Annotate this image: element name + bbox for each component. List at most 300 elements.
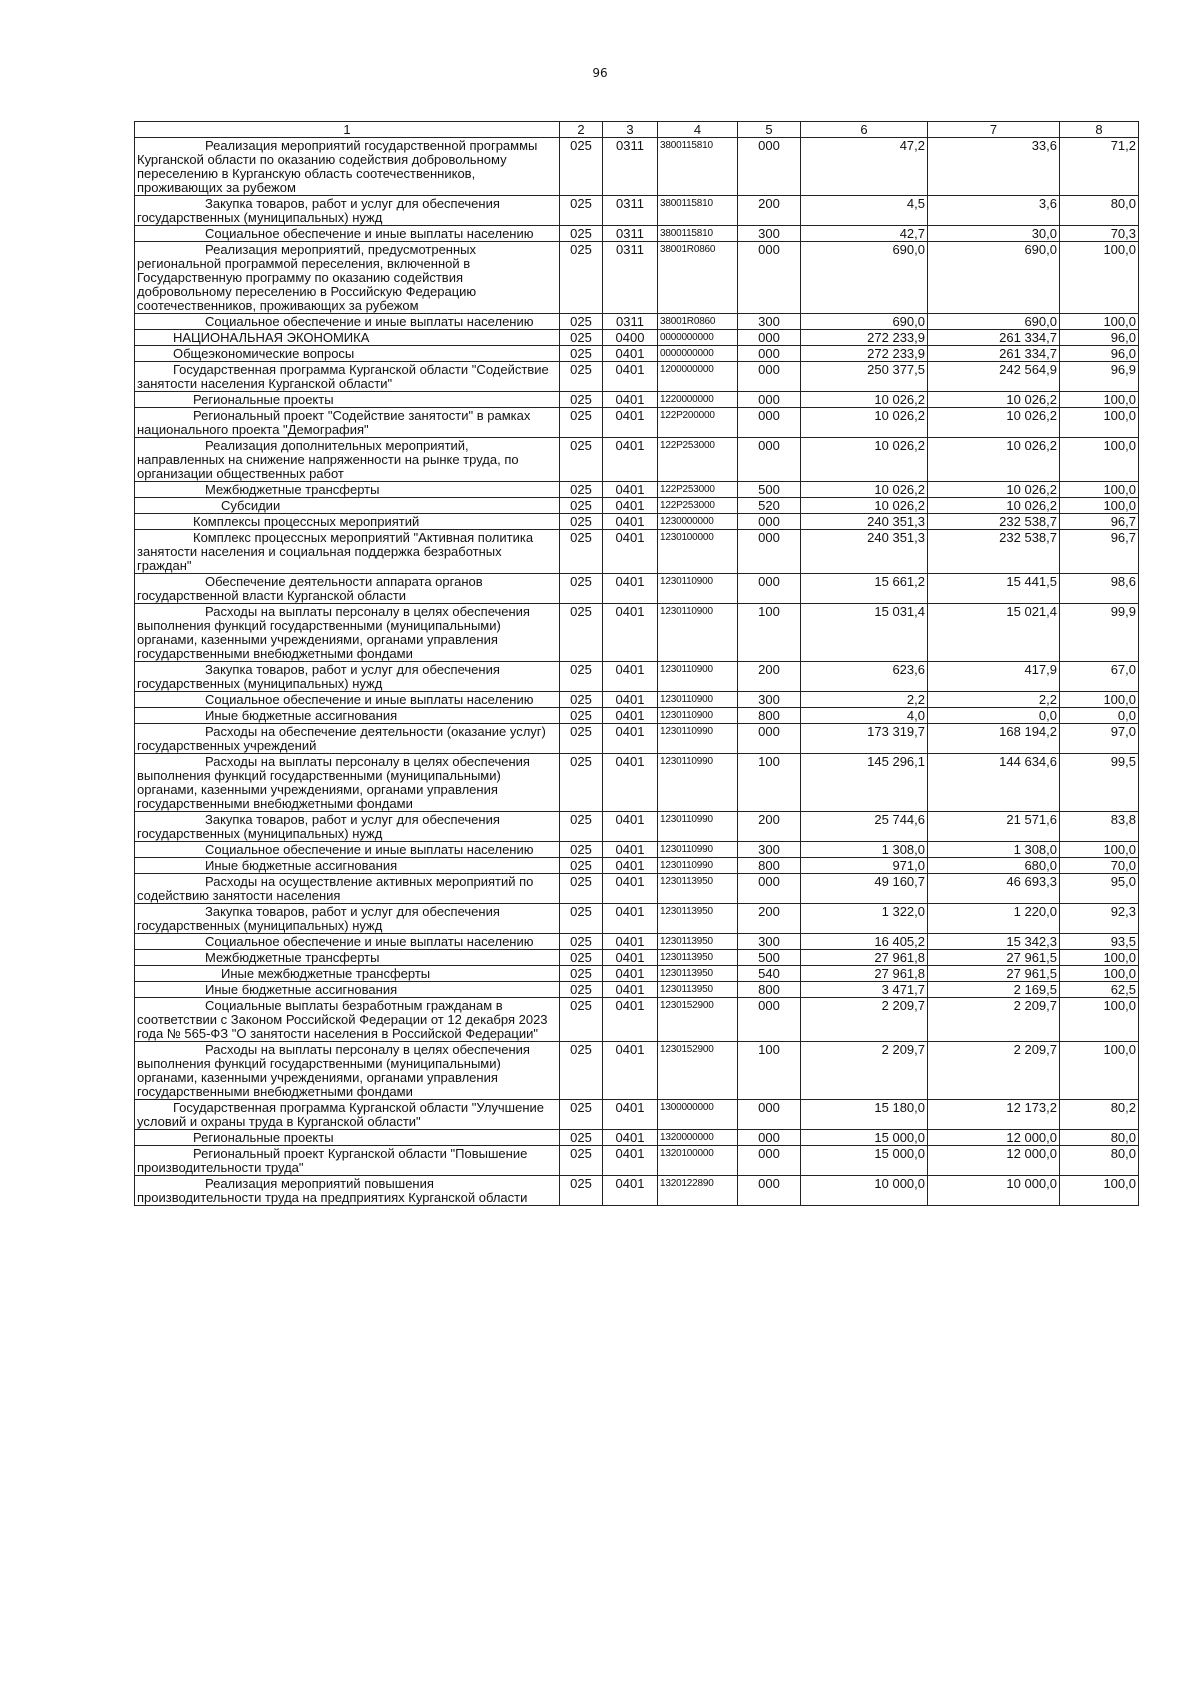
section-code: 0401 xyxy=(603,662,658,692)
expense-name: Социальное обеспечение и иные выплаты населению xyxy=(135,692,560,708)
table-row xyxy=(135,934,1139,950)
admin-code: 025 xyxy=(560,708,603,724)
admin-code: 025 xyxy=(560,874,603,904)
execution-percent: 83,8 xyxy=(1060,812,1139,842)
table-row xyxy=(135,982,1139,998)
actual-amount: 1 308,0 xyxy=(928,842,1060,858)
section-code: 0401 xyxy=(603,1176,658,1206)
plan-amount: 240 351,3 xyxy=(801,514,928,530)
actual-amount: 33,6 xyxy=(928,138,1060,196)
expense-type-code: 300 xyxy=(738,314,801,330)
table-row xyxy=(135,346,1139,362)
expense-name: Социальное обеспечение и иные выплаты населению xyxy=(135,842,560,858)
plan-amount: 15 000,0 xyxy=(801,1130,928,1146)
table-row xyxy=(135,1100,1139,1130)
admin-code: 025 xyxy=(560,1100,603,1130)
table-row xyxy=(135,574,1139,604)
execution-percent: 96,7 xyxy=(1060,514,1139,530)
execution-percent: 70,3 xyxy=(1060,226,1139,242)
actual-amount: 2 209,7 xyxy=(928,998,1060,1042)
table-row xyxy=(135,196,1139,226)
expense-name: Закупка товаров, работ и услуг для обеспечения государственных (муниципальных) нужд xyxy=(135,662,560,692)
expense-type-code: 000 xyxy=(738,530,801,574)
plan-amount: 240 351,3 xyxy=(801,530,928,574)
section-code: 0401 xyxy=(603,934,658,950)
plan-amount: 4,0 xyxy=(801,708,928,724)
section-code: 0401 xyxy=(603,1130,658,1146)
target-article-code: 1230110900 xyxy=(658,574,738,604)
expense-type-code: 300 xyxy=(738,226,801,242)
section-code: 0400 xyxy=(603,330,658,346)
actual-amount: 690,0 xyxy=(928,242,1060,314)
admin-code: 025 xyxy=(560,1042,603,1100)
admin-code: 025 xyxy=(560,1176,603,1206)
table-row xyxy=(135,874,1139,904)
actual-amount: 1 220,0 xyxy=(928,904,1060,934)
table-row xyxy=(135,242,1139,314)
table-row xyxy=(135,314,1139,330)
admin-code: 025 xyxy=(560,346,603,362)
table-row xyxy=(135,498,1139,514)
actual-amount: 3,6 xyxy=(928,196,1060,226)
expense-type-code: 000 xyxy=(738,346,801,362)
admin-code: 025 xyxy=(560,408,603,438)
column-header: 1 xyxy=(135,122,560,138)
admin-code: 025 xyxy=(560,498,603,514)
execution-percent: 80,2 xyxy=(1060,1100,1139,1130)
target-article-code: 3800115810 xyxy=(658,138,738,196)
actual-amount: 242 564,9 xyxy=(928,362,1060,392)
actual-amount: 168 194,2 xyxy=(928,724,1060,754)
actual-amount: 261 334,7 xyxy=(928,330,1060,346)
column-header: 4 xyxy=(658,122,738,138)
plan-amount: 272 233,9 xyxy=(801,330,928,346)
target-article-code: 1230100000 xyxy=(658,530,738,574)
plan-amount: 2,2 xyxy=(801,692,928,708)
execution-percent: 96,9 xyxy=(1060,362,1139,392)
expense-type-code: 300 xyxy=(738,934,801,950)
target-article-code: 1230110990 xyxy=(658,858,738,874)
target-article-code: 1300000000 xyxy=(658,1100,738,1130)
column-header: 3 xyxy=(603,122,658,138)
target-article-code: 3800115810 xyxy=(658,226,738,242)
actual-amount: 417,9 xyxy=(928,662,1060,692)
table-row xyxy=(135,226,1139,242)
expense-type-code: 540 xyxy=(738,966,801,982)
target-article-code: 1230113950 xyxy=(658,934,738,950)
table-row xyxy=(135,408,1139,438)
actual-amount: 10 026,2 xyxy=(928,498,1060,514)
expense-type-code: 000 xyxy=(738,1176,801,1206)
section-code: 0401 xyxy=(603,1100,658,1130)
expense-type-code: 100 xyxy=(738,604,801,662)
expense-name: Региональные проекты xyxy=(135,1130,560,1146)
admin-code: 025 xyxy=(560,692,603,708)
section-code: 0401 xyxy=(603,982,658,998)
section-code: 0401 xyxy=(603,858,658,874)
actual-amount: 10 026,2 xyxy=(928,392,1060,408)
admin-code: 025 xyxy=(560,438,603,482)
plan-amount: 15 661,2 xyxy=(801,574,928,604)
actual-amount: 10 026,2 xyxy=(928,482,1060,498)
admin-code: 025 xyxy=(560,966,603,982)
table-row xyxy=(135,138,1139,196)
section-code: 0311 xyxy=(603,226,658,242)
execution-percent: 100,0 xyxy=(1060,692,1139,708)
table-row xyxy=(135,662,1139,692)
expense-type-code: 300 xyxy=(738,842,801,858)
execution-percent: 92,3 xyxy=(1060,904,1139,934)
expense-type-code: 500 xyxy=(738,482,801,498)
plan-amount: 4,5 xyxy=(801,196,928,226)
plan-amount: 10 026,2 xyxy=(801,408,928,438)
expense-name: Расходы на выплаты персоналу в целях обеспечения выполнения функций государственными (муниципальными) органами, казенными учреждениями, органами управления государственными внебюджетными фондами xyxy=(135,604,560,662)
target-article-code: 1320000000 xyxy=(658,1130,738,1146)
actual-amount: 2,2 xyxy=(928,692,1060,708)
actual-amount: 15 021,4 xyxy=(928,604,1060,662)
expense-name: Социальное обеспечение и иные выплаты населению xyxy=(135,314,560,330)
admin-code: 025 xyxy=(560,530,603,574)
admin-code: 025 xyxy=(560,330,603,346)
section-code: 0311 xyxy=(603,138,658,196)
section-code: 0401 xyxy=(603,530,658,574)
target-article-code: 1230113950 xyxy=(658,874,738,904)
expense-name: Закупка товаров, работ и услуг для обеспечения государственных (муниципальных) нужд xyxy=(135,904,560,934)
table-row xyxy=(135,604,1139,662)
target-article-code: 122P253000 xyxy=(658,438,738,482)
section-code: 0311 xyxy=(603,196,658,226)
execution-percent: 70,0 xyxy=(1060,858,1139,874)
admin-code: 025 xyxy=(560,574,603,604)
expense-type-code: 000 xyxy=(738,574,801,604)
admin-code: 025 xyxy=(560,1130,603,1146)
table-row xyxy=(135,1130,1139,1146)
actual-amount: 27 961,5 xyxy=(928,966,1060,982)
plan-amount: 10 026,2 xyxy=(801,498,928,514)
plan-amount: 173 319,7 xyxy=(801,724,928,754)
section-code: 0401 xyxy=(603,392,658,408)
target-article-code: 1230110900 xyxy=(658,662,738,692)
section-code: 0401 xyxy=(603,408,658,438)
plan-amount: 47,2 xyxy=(801,138,928,196)
section-code: 0401 xyxy=(603,604,658,662)
target-article-code: 1230113950 xyxy=(658,904,738,934)
table-row xyxy=(135,754,1139,812)
execution-percent: 100,0 xyxy=(1060,314,1139,330)
plan-amount: 49 160,7 xyxy=(801,874,928,904)
expense-type-code: 800 xyxy=(738,982,801,998)
plan-amount: 1 308,0 xyxy=(801,842,928,858)
target-article-code: 0000000000 xyxy=(658,346,738,362)
section-code: 0401 xyxy=(603,1042,658,1100)
section-code: 0401 xyxy=(603,724,658,754)
target-article-code: 3800115810 xyxy=(658,196,738,226)
plan-amount: 690,0 xyxy=(801,314,928,330)
target-article-code: 1230000000 xyxy=(658,514,738,530)
actual-amount: 21 571,6 xyxy=(928,812,1060,842)
expense-name: Межбюджетные трансферты xyxy=(135,482,560,498)
expense-name: Комплексы процессных мероприятий xyxy=(135,514,560,530)
execution-percent: 96,0 xyxy=(1060,346,1139,362)
admin-code: 025 xyxy=(560,982,603,998)
plan-amount: 250 377,5 xyxy=(801,362,928,392)
expense-name: Реализация дополнительных мероприятий, направленных на снижение напряженности на рынке труда, по организации общественных работ xyxy=(135,438,560,482)
admin-code: 025 xyxy=(560,242,603,314)
target-article-code: 1230110900 xyxy=(658,708,738,724)
actual-amount: 144 634,6 xyxy=(928,754,1060,812)
admin-code: 025 xyxy=(560,842,603,858)
table-row xyxy=(135,858,1139,874)
expense-type-code: 200 xyxy=(738,812,801,842)
admin-code: 025 xyxy=(560,812,603,842)
table-row xyxy=(135,998,1139,1042)
actual-amount: 12 173,2 xyxy=(928,1100,1060,1130)
expense-name: Государственная программа Курганской области "Улучшение условий и охраны труда в Курганской области" xyxy=(135,1100,560,1130)
expense-name: Государственная программа Курганской области "Содействие занятости населения Курганской области" xyxy=(135,362,560,392)
actual-amount: 261 334,7 xyxy=(928,346,1060,362)
expense-type-code: 000 xyxy=(738,724,801,754)
expense-type-code: 000 xyxy=(738,138,801,196)
budget-table xyxy=(134,121,1139,1206)
actual-amount: 12 000,0 xyxy=(928,1130,1060,1146)
target-article-code: 1230110990 xyxy=(658,754,738,812)
column-header: 8 xyxy=(1060,122,1139,138)
plan-amount: 2 209,7 xyxy=(801,998,928,1042)
table-row xyxy=(135,842,1139,858)
section-code: 0401 xyxy=(603,514,658,530)
actual-amount: 30,0 xyxy=(928,226,1060,242)
section-code: 0401 xyxy=(603,998,658,1042)
plan-amount: 10 026,2 xyxy=(801,392,928,408)
section-code: 0401 xyxy=(603,346,658,362)
actual-amount: 680,0 xyxy=(928,858,1060,874)
execution-percent: 95,0 xyxy=(1060,874,1139,904)
table-row xyxy=(135,812,1139,842)
expense-type-code: 000 xyxy=(738,362,801,392)
expense-type-code: 000 xyxy=(738,438,801,482)
section-code: 0401 xyxy=(603,966,658,982)
plan-amount: 623,6 xyxy=(801,662,928,692)
section-code: 0401 xyxy=(603,842,658,858)
section-code: 0401 xyxy=(603,812,658,842)
section-code: 0401 xyxy=(603,438,658,482)
table-row xyxy=(135,966,1139,982)
admin-code: 025 xyxy=(560,196,603,226)
table-row xyxy=(135,362,1139,392)
actual-amount: 10 000,0 xyxy=(928,1176,1060,1206)
expense-type-code: 000 xyxy=(738,392,801,408)
admin-code: 025 xyxy=(560,362,603,392)
expense-type-code: 000 xyxy=(738,1130,801,1146)
execution-percent: 71,2 xyxy=(1060,138,1139,196)
target-article-code: 1230110900 xyxy=(658,604,738,662)
plan-amount: 15 000,0 xyxy=(801,1146,928,1176)
expense-name: Иные бюджетные ассигнования xyxy=(135,708,560,724)
plan-amount: 15 180,0 xyxy=(801,1100,928,1130)
execution-percent: 99,5 xyxy=(1060,754,1139,812)
plan-amount: 272 233,9 xyxy=(801,346,928,362)
execution-percent: 100,0 xyxy=(1060,408,1139,438)
expense-type-code: 100 xyxy=(738,754,801,812)
expense-type-code: 800 xyxy=(738,708,801,724)
actual-amount: 46 693,3 xyxy=(928,874,1060,904)
execution-percent: 100,0 xyxy=(1060,242,1139,314)
target-article-code: 1320122890 xyxy=(658,1176,738,1206)
expense-name: Региональный проект Курганской области "Повышение производительности труда" xyxy=(135,1146,560,1176)
expense-type-code: 200 xyxy=(738,196,801,226)
expense-type-code: 000 xyxy=(738,242,801,314)
admin-code: 025 xyxy=(560,662,603,692)
table-row xyxy=(135,1146,1139,1176)
execution-percent: 100,0 xyxy=(1060,998,1139,1042)
target-article-code: 0000000000 xyxy=(658,330,738,346)
admin-code: 025 xyxy=(560,858,603,874)
execution-percent: 100,0 xyxy=(1060,950,1139,966)
plan-amount: 10 026,2 xyxy=(801,482,928,498)
actual-amount: 690,0 xyxy=(928,314,1060,330)
admin-code: 025 xyxy=(560,724,603,754)
expense-name: Социальное обеспечение и иные выплаты населению xyxy=(135,226,560,242)
actual-amount: 27 961,5 xyxy=(928,950,1060,966)
execution-percent: 97,0 xyxy=(1060,724,1139,754)
execution-percent: 100,0 xyxy=(1060,1176,1139,1206)
execution-percent: 98,6 xyxy=(1060,574,1139,604)
plan-amount: 16 405,2 xyxy=(801,934,928,950)
section-code: 0401 xyxy=(603,498,658,514)
actual-amount: 12 000,0 xyxy=(928,1146,1060,1176)
admin-code: 025 xyxy=(560,514,603,530)
expense-name: Социальные выплаты безработным гражданам в соответствии с Законом Российской Федерации от 12 декабря 2023 года № 565-ФЗ "О занятости населения в Российской Федерации" xyxy=(135,998,560,1042)
expense-name: Региональный проект "Содействие занятости" в рамках национального проекта "Демография" xyxy=(135,408,560,438)
expense-name: Реализация мероприятий повышения производительности труда на предприятиях Курганской области xyxy=(135,1176,560,1206)
column-header: 5 xyxy=(738,122,801,138)
expense-name: Реализация мероприятий государственной программы Курганской области по оказанию содействия добровольному переселению в Курганскую область соотечественников, проживающих за рубежом xyxy=(135,138,560,196)
plan-amount: 2 209,7 xyxy=(801,1042,928,1100)
table-row xyxy=(135,904,1139,934)
page-number: 96 xyxy=(592,66,608,80)
expense-name: НАЦИОНАЛЬНАЯ ЭКОНОМИКА xyxy=(135,330,560,346)
target-article-code: 1230113950 xyxy=(658,950,738,966)
table-row xyxy=(135,482,1139,498)
execution-percent: 100,0 xyxy=(1060,498,1139,514)
expense-name: Расходы на осуществление активных мероприятий по содействию занятости населения xyxy=(135,874,560,904)
admin-code: 025 xyxy=(560,1146,603,1176)
expense-type-code: 000 xyxy=(738,330,801,346)
admin-code: 025 xyxy=(560,754,603,812)
table-body xyxy=(135,138,1139,1206)
expense-name: Иные бюджетные ассигнования xyxy=(135,858,560,874)
expense-name: Иные бюджетные ассигнования xyxy=(135,982,560,998)
target-article-code: 38001R0860 xyxy=(658,314,738,330)
admin-code: 025 xyxy=(560,904,603,934)
section-code: 0401 xyxy=(603,482,658,498)
expense-name: Закупка товаров, работ и услуг для обеспечения государственных (муниципальных) нужд xyxy=(135,812,560,842)
admin-code: 025 xyxy=(560,604,603,662)
section-code: 0401 xyxy=(603,904,658,934)
execution-percent: 100,0 xyxy=(1060,438,1139,482)
actual-amount: 232 538,7 xyxy=(928,530,1060,574)
section-code: 0401 xyxy=(603,950,658,966)
table-row xyxy=(135,392,1139,408)
table-row xyxy=(135,692,1139,708)
target-article-code: 1220000000 xyxy=(658,392,738,408)
admin-code: 025 xyxy=(560,314,603,330)
execution-percent: 99,9 xyxy=(1060,604,1139,662)
table-row xyxy=(135,708,1139,724)
column-header: 2 xyxy=(560,122,603,138)
actual-amount: 10 026,2 xyxy=(928,438,1060,482)
section-code: 0311 xyxy=(603,242,658,314)
execution-percent: 100,0 xyxy=(1060,966,1139,982)
actual-amount: 232 538,7 xyxy=(928,514,1060,530)
execution-percent: 80,0 xyxy=(1060,1146,1139,1176)
plan-amount: 690,0 xyxy=(801,242,928,314)
execution-percent: 80,0 xyxy=(1060,1130,1139,1146)
target-article-code: 1200000000 xyxy=(658,362,738,392)
actual-amount: 0,0 xyxy=(928,708,1060,724)
expense-name: Расходы на обеспечение деятельности (оказание услуг) государственных учреждений xyxy=(135,724,560,754)
execution-percent: 80,0 xyxy=(1060,196,1139,226)
header-row xyxy=(135,122,1139,138)
expense-name: Региональные проекты xyxy=(135,392,560,408)
target-article-code: 1230110900 xyxy=(658,692,738,708)
expense-type-code: 200 xyxy=(738,662,801,692)
expense-name: Расходы на выплаты персоналу в целях обеспечения выполнения функций государственными (муниципальными) органами, казенными учреждениями, органами управления государственными внебюджетными фондами xyxy=(135,754,560,812)
plan-amount: 3 471,7 xyxy=(801,982,928,998)
plan-amount: 15 031,4 xyxy=(801,604,928,662)
expense-name: Социальное обеспечение и иные выплаты населению xyxy=(135,934,560,950)
execution-percent: 100,0 xyxy=(1060,392,1139,408)
expense-type-code: 000 xyxy=(738,874,801,904)
execution-percent: 67,0 xyxy=(1060,662,1139,692)
section-code: 0401 xyxy=(603,574,658,604)
expense-name: Расходы на выплаты персоналу в целях обеспечения выполнения функций государственными (муниципальными) органами, казенными учреждениями, органами управления государственными внебюджетными фондами xyxy=(135,1042,560,1100)
plan-amount: 145 296,1 xyxy=(801,754,928,812)
table-row xyxy=(135,950,1139,966)
section-code: 0401 xyxy=(603,754,658,812)
table-row xyxy=(135,530,1139,574)
expense-type-code: 800 xyxy=(738,858,801,874)
execution-percent: 100,0 xyxy=(1060,1042,1139,1100)
admin-code: 025 xyxy=(560,226,603,242)
expense-name: Общеэкономические вопросы xyxy=(135,346,560,362)
expense-name: Обеспечение деятельности аппарата органов государственной власти Курганской области xyxy=(135,574,560,604)
expense-type-code: 000 xyxy=(738,1100,801,1130)
plan-amount: 971,0 xyxy=(801,858,928,874)
expense-type-code: 200 xyxy=(738,904,801,934)
admin-code: 025 xyxy=(560,934,603,950)
table-row xyxy=(135,514,1139,530)
expense-name: Межбюджетные трансферты xyxy=(135,950,560,966)
expense-name: Закупка товаров, работ и услуг для обеспечения государственных (муниципальных) нужд xyxy=(135,196,560,226)
target-article-code: 38001R0860 xyxy=(658,242,738,314)
execution-percent: 100,0 xyxy=(1060,482,1139,498)
expense-name: Субсидии xyxy=(135,498,560,514)
plan-amount: 10 026,2 xyxy=(801,438,928,482)
expense-type-code: 100 xyxy=(738,1042,801,1100)
column-header: 7 xyxy=(928,122,1060,138)
execution-percent: 93,5 xyxy=(1060,934,1139,950)
expense-type-code: 000 xyxy=(738,998,801,1042)
target-article-code: 1230110990 xyxy=(658,724,738,754)
column-header: 6 xyxy=(801,122,928,138)
section-code: 0311 xyxy=(603,314,658,330)
table-row xyxy=(135,1042,1139,1100)
admin-code: 025 xyxy=(560,950,603,966)
plan-amount: 27 961,8 xyxy=(801,950,928,966)
expense-type-code: 000 xyxy=(738,514,801,530)
execution-percent: 100,0 xyxy=(1060,842,1139,858)
